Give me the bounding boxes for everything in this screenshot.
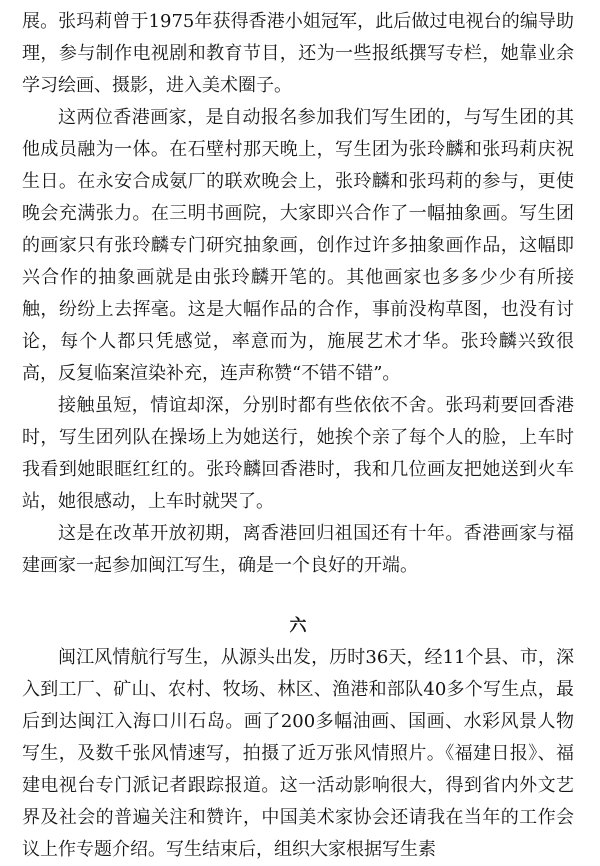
paragraph-2: 这两位香港画家，是自动报名参加我们写生团的，与写生团的其他成员融为一体。在石壁村那天晚上，写生团为张玲麟和张玛莉庆祝生日。在永安合成氨厂的联欢晚会上，张玲麟和张玛莉的参与，更使晚会充满张力。在三明书画院，大家即兴合作了一幅抽象画。写生团的画家只有张玲麟专门研究抽象画，创作过许多抽象画作品，这幅即兴合作的抽象画就是由张玲麟开笔的。其他画家也多多少少有所接触，纷纷上去挥毫。这是大幅作品的合作，事前没构草图，也没有讨论，每个人都只凭感觉，率意而为，施展艺术才华。张玲麟兴致很高，反复临案渲染补充，连声称赞“不错不错”。 xyxy=(22,107,574,384)
paragraph-3: 接触虽短，情谊却深，分别时都有些依依不舍。张玛莉要回香港时，写生团列队在操场上为她送行，她挨个亲了每个人的脸，上车时我看到她眼眶红红的。张玲麟回香港时，我和几位画友把她送到火车站，她很感动，上车时就哭了。 xyxy=(22,395,574,512)
section-spacer xyxy=(22,582,574,610)
paragraph-5: 闽江风情航行写生，从源头出发，历时36天，经11个县、市，深入到工厂、矿山、农村、牧场、林区、渔港和部队40多个写生点，最后到达闽江入海口川石岛。画了200多幅油画、国画、水彩风景人物写生，及数千张风情速写，拍摄了近万张风情照片。《福建日报》、福建电视台专门派记者跟踪报道。这一活动影响很大，得到省内外文艺界及社会的普遍关注和赞许，中国美术家协会还请我在当年的工作会议上作专题介绍。写生结束后，组织大家根据写生素 xyxy=(22,647,574,860)
paragraph-1: 展。张玛莉曾于1975年获得香港小姐冠军，此后做过电视台的编导助理，参与制作电视剧和教育节目，还为一些报纸撰写专栏，她靠业余学习绘画、摄影，进入美术圈子。 xyxy=(22,11,574,96)
paragraph-4: 这是在改革开放初期，离香港回归祖国还有十年。香港画家与福建画家一起参加闽江写生，确是一个良好的开端。 xyxy=(22,523,574,576)
document-page xyxy=(22,6,574,866)
section-heading: 六 xyxy=(289,616,307,636)
